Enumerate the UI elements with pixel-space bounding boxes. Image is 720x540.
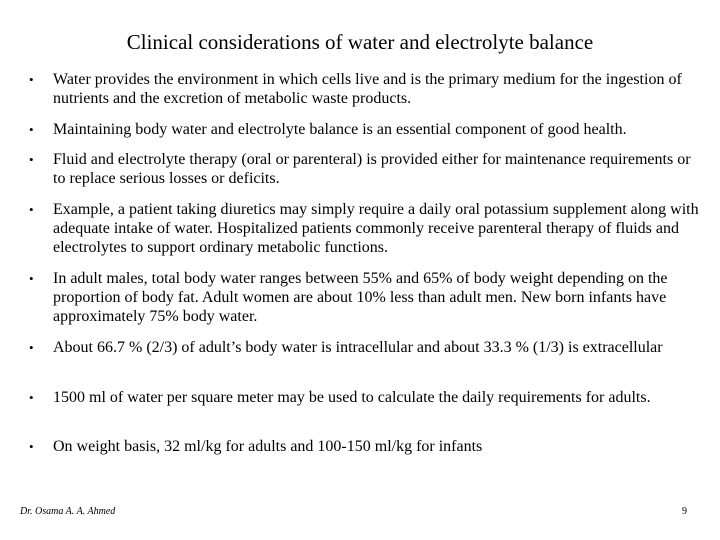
bullet-marker: • [29,271,34,286]
bullet-text: In adult males, total body water ranges between 55% and 65% of body weight depending on the proportion of body fat. Adult women are about 10% less than adult men. New born infants have approximately 75% body water. [53,270,668,325]
bullet-marker: • [29,122,34,137]
bullet-text: On weight basis, 32 ml/kg for adults and 100-150 ml/kg for infants [53,438,483,455]
bullet-text: 1500 ml of water per square meter may be used to calculate the daily requirements for adults. [53,389,651,406]
bullet-marker: • [29,390,34,405]
page-number: 9 [682,506,687,517]
bullet-text: Fluid and electrolyte therapy (oral or parenteral) is provided either for maintenance requirements or to replace serious losses or deficits. [53,151,691,187]
bullet-marker: • [29,439,34,454]
bullet-text: About 66.7 % (2/3) of adult’s body water is intracellular and about 33.3 % (1/3) is extracellular [53,339,663,356]
bullet-marker: • [29,202,34,217]
bullet-text: Maintaining body water and electrolyte balance is an essential component of good health. [53,121,627,138]
bullet-text: Example, a patient taking diuretics may simply require a daily oral potassium supplement along with adequate intake of water. Hospitalized patients commonly receive parenteral therapy of fluids and electrolytes to support ordinary metabolic functions. [53,201,699,256]
bullet-text: Water provides the environment in which cells live and is the primary medium for the ingestion of nutrients and the excretion of metabolic waste products. [53,71,682,107]
bullet-marker: • [29,72,34,87]
slide-title: Clinical considerations of water and electrolyte balance [126,30,594,54]
bullet-marker: • [29,152,34,167]
bullet-marker: • [29,340,34,355]
footer-author: Dr. Osama A. A. Ahmed [20,506,116,517]
